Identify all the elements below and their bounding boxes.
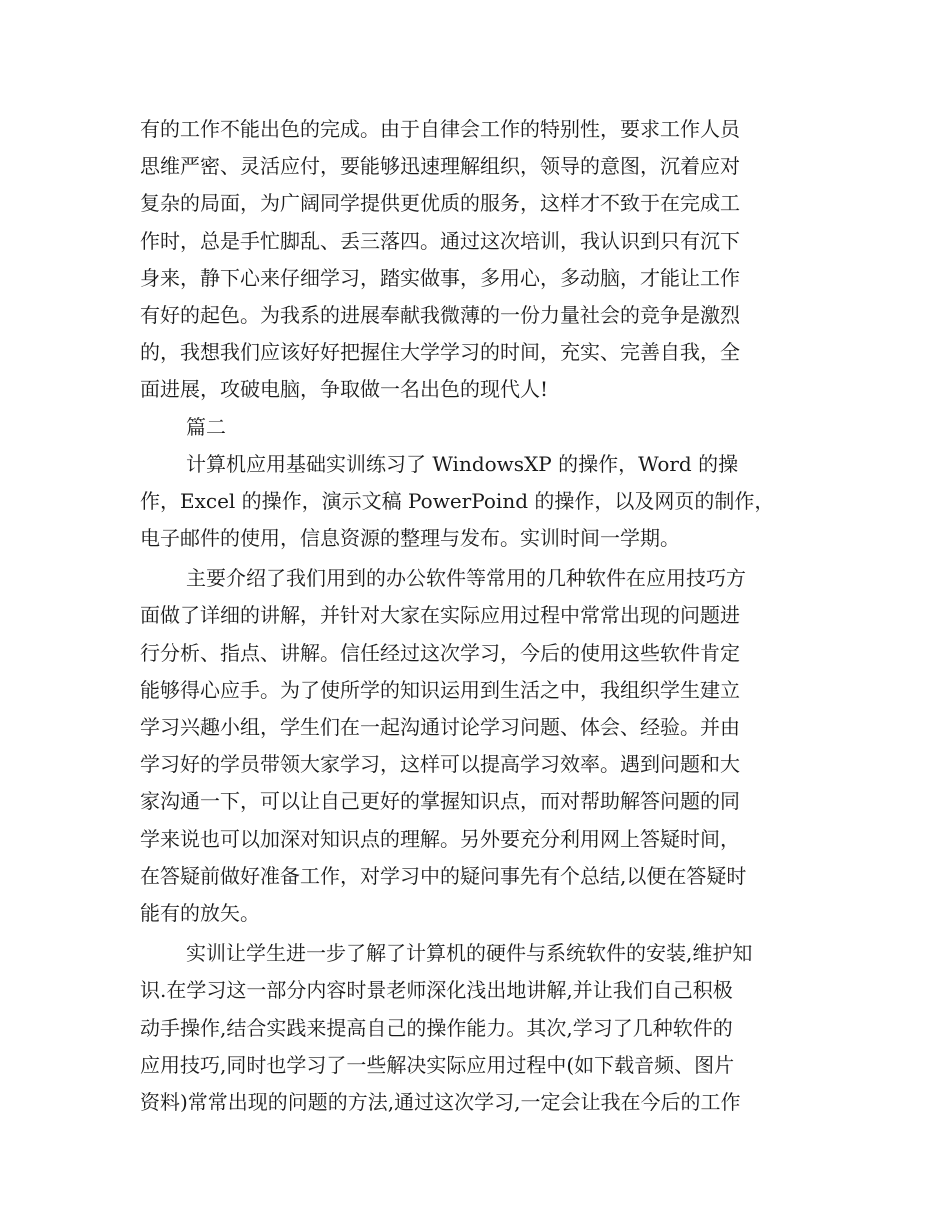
text-line: 行分析、指点、讲解。信任经过这次学习，今后的使用这些软件肯定 — [140, 640, 740, 665]
text-line: 实训让学生进一步了解了计算机的硬件与系统软件的安装,维护知 — [186, 941, 753, 966]
text-line: 篇二 — [186, 414, 226, 439]
text-line: 作，Excel 的操作，演示文稿 PowerPoind 的操作，以及网页的制作， — [140, 488, 775, 513]
text-line: 家沟通一下，可以让自己更好的掌握知识点，而对帮助解答问题的同 — [140, 789, 740, 814]
text-line: 识.在学习这一部分内容时景老师深化浅出地讲解,并让我们自己积极 — [140, 978, 733, 1003]
paragraph-continuation — [140, 111, 810, 409]
text-line: 学习兴趣小组，学生们在一起沟通讨论学习问题、体会、经验。并由 — [140, 715, 740, 739]
text-line: 在答疑前做好准备工作，对学习中的疑问事先有个总结,以便在答疑时 — [140, 863, 747, 888]
text-line: 主要介绍了我们用到的办公软件等常用的几种软件在应用技巧方 — [186, 566, 746, 591]
text-line: 能够得心应手。为了使所学的知识运用到生活之中，我组织学生建立 — [140, 677, 740, 702]
paragraph-office-software — [140, 560, 810, 932]
text-line: 身来，静下心来仔细学习，踏实做事，多用心，多动脑，才能让工作 — [140, 265, 740, 290]
text-line: 计算机应用基础实训练习了 WindowsXP 的操作，Word 的操 — [186, 451, 739, 476]
text-line: 学来说也可以加深对知识点的理解。另外要充分利用网上答疑时间， — [140, 826, 740, 851]
text-line: 面进展，攻破电脑，争取做一名出色的现代人! — [140, 377, 549, 402]
paragraph-hardware-training — [140, 935, 810, 1121]
text-line: 的，我想我们应该好好把握住大学学习的时间，充实、完善自我，全 — [140, 340, 740, 365]
text-line: 电子邮件的使用，信息资源的整理与发布。实训时间一学期。 — [140, 526, 680, 551]
text-line: 资料)常常出现的问题的方法,通过这次学习,一定会让我在今后的工作 — [140, 1089, 741, 1114]
text-line: 复杂的局面，为广阔同学提供更优质的服务，这样才不致于在完成工 — [140, 191, 740, 216]
text-line: 能有的放矢。 — [140, 900, 260, 925]
text-line: 学习好的学员带领大家学习，这样可以提高学习效率。遇到问题和大 — [140, 752, 740, 777]
text-line: 思维严密、灵活应付，要能够迅速理解组织，领导的意图，沉着应对 — [140, 154, 740, 179]
text-line: 作时，总是手忙脚乱、丢三落四。通过这次培训，我认识到只有沉下 — [140, 228, 740, 253]
text-line: 有的工作不能出色的完成。由于自律会工作的特别性，要求工作人员 — [140, 117, 740, 141]
section-heading — [140, 409, 810, 446]
paragraph-course-overview — [140, 446, 810, 558]
text-line: 有好的起色。为我系的进展奉献我微薄的一份力量社会的竞争是激烈 — [140, 302, 740, 327]
text-line: 面做了详细的讲解，并针对大家在实际应用过程中常常出现的问题进 — [140, 603, 740, 628]
text-line: 动手操作,结合实践来提高自己的操作能力。其次,学习了几种软件的 — [140, 1015, 733, 1040]
text-line: 应用技巧,同时也学习了一些解决实际应用过程中(如下载音频、图片 — [140, 1052, 735, 1077]
